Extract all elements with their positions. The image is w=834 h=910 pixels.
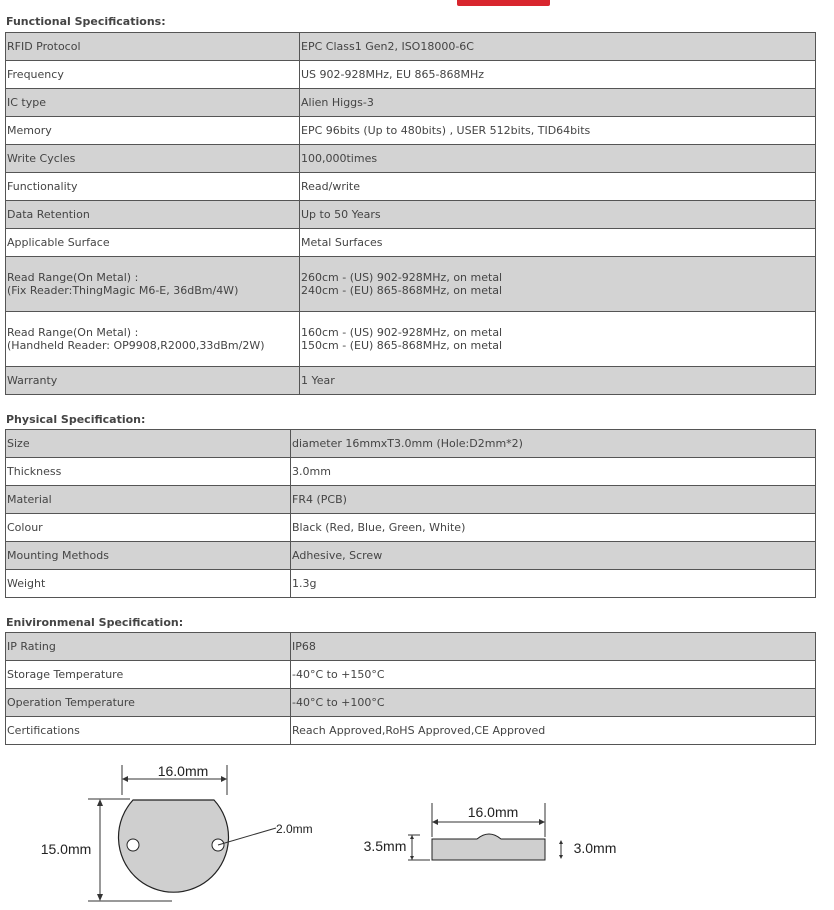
front-height-label: 15.0mm — [40, 841, 92, 857]
spec-label: Warranty — [6, 367, 300, 395]
table-row — [6, 570, 816, 598]
table-row — [6, 33, 816, 61]
spec-value: 1.3g — [291, 570, 816, 598]
side-thickness-label: 3.0mm — [573, 840, 617, 856]
front-view — [41, 763, 313, 901]
spec-label: Functionality — [6, 173, 300, 201]
spec-label: RFID Protocol — [6, 33, 300, 61]
mounting-hole-left — [127, 839, 139, 851]
spec-label: Certifications — [6, 717, 291, 745]
table-row — [6, 430, 816, 458]
spec-value: -40°C to +150°C — [291, 661, 816, 689]
table-row — [6, 201, 816, 229]
spec-value: Adhesive, Screw — [291, 542, 816, 570]
functional-spec-table — [5, 32, 816, 395]
spec-label: Mounting Methods — [6, 542, 291, 570]
table-row — [6, 458, 816, 486]
spec-value-line: 150cm - (EU) 865-868MHz, on metal — [301, 339, 503, 352]
table-row — [6, 117, 816, 145]
spec-value: Alien Higgs-3 — [300, 89, 816, 117]
spec-value-line: 240cm - (EU) 865-868MHz, on metal — [301, 284, 503, 297]
table-row — [6, 89, 816, 117]
spec-label — [6, 257, 300, 312]
table-row — [6, 633, 816, 661]
spec-value: EPC Class1 Gen2, ISO18000-6C — [300, 33, 816, 61]
front-width-label: 16.0mm — [157, 763, 209, 779]
table-row — [6, 61, 816, 89]
table-row — [6, 486, 816, 514]
spec-label: Write Cycles — [6, 145, 300, 173]
top-accent-bar — [457, 0, 550, 6]
spec-label: Memory — [6, 117, 300, 145]
table-row — [6, 257, 816, 312]
table-row — [6, 661, 816, 689]
environmental-spec-table — [5, 632, 816, 745]
spec-label: Frequency — [6, 61, 300, 89]
spec-label: Colour — [6, 514, 291, 542]
tag-dimension-drawing — [0, 755, 834, 910]
table-row — [6, 367, 816, 395]
spec-value: EPC 96bits (Up to 480bits) , USER 512bits, TID64bits — [300, 117, 816, 145]
spec-value-line: 160cm - (US) 902-928MHz, on metal — [301, 326, 503, 339]
physical-spec-title: Physical Specification: — [6, 413, 146, 426]
table-row — [6, 312, 816, 367]
functional-spec-title: Functional Specifications: — [6, 15, 166, 28]
spec-label-line: Read Range(On Metal) : — [7, 271, 139, 284]
spec-label: IP Rating — [6, 633, 291, 661]
side-width-label: 16.0mm — [467, 804, 519, 820]
spec-label-line: (Handheld Reader: OP9908,R2000,33dBm/2W) — [7, 339, 265, 352]
spec-value: Up to 50 Years — [300, 201, 816, 229]
table-row — [6, 514, 816, 542]
spec-label-line: (Fix Reader:ThingMagic M6-E, 36dBm/4W) — [7, 284, 239, 297]
table-row — [6, 542, 816, 570]
table-row — [6, 173, 816, 201]
spec-value: Reach Approved,RoHS Approved,CE Approved — [291, 717, 816, 745]
spec-label: IC type — [6, 89, 300, 117]
spec-label: Size — [6, 430, 291, 458]
spec-label: Storage Temperature — [6, 661, 291, 689]
spec-value: 3.0mm — [291, 458, 816, 486]
spec-label: Operation Temperature — [6, 689, 291, 717]
spec-label: Data Retention — [6, 201, 300, 229]
spec-value: diameter 16mmxT3.0mm (Hole:D2mm*2) — [291, 430, 816, 458]
spec-value: 100,000times — [300, 145, 816, 173]
spec-value: FR4 (PCB) — [291, 486, 816, 514]
spec-value: 1 Year — [300, 367, 816, 395]
side-view — [364, 803, 617, 860]
tag-side-profile — [432, 834, 545, 860]
spec-label — [6, 312, 300, 367]
physical-spec-table — [5, 429, 816, 598]
spec-label: Material — [6, 486, 291, 514]
spec-label: Weight — [6, 570, 291, 598]
spec-label-line: Read Range(On Metal) : — [7, 326, 139, 339]
table-row — [6, 717, 816, 745]
spec-value: US 902-928MHz, EU 865-868MHz — [300, 61, 816, 89]
spec-value: -40°C to +100°C — [291, 689, 816, 717]
hole-diameter-label: 2.0mm — [276, 822, 313, 836]
table-row — [6, 229, 816, 257]
spec-value: IP68 — [291, 633, 816, 661]
spec-label: Applicable Surface — [6, 229, 300, 257]
spec-value-line: 260cm - (US) 902-928MHz, on metal — [301, 271, 503, 284]
table-row — [6, 689, 816, 717]
spec-value: Read/write — [300, 173, 816, 201]
spec-value — [300, 257, 816, 312]
table-row — [6, 145, 816, 173]
side-thickness-max-label: 3.5mm — [363, 838, 407, 854]
spec-label: Thickness — [6, 458, 291, 486]
spec-value: Metal Surfaces — [300, 229, 816, 257]
spec-value: Black (Red, Blue, Green, White) — [291, 514, 816, 542]
spec-value — [300, 312, 816, 367]
environmental-spec-title: Enivironmenal Specification: — [6, 616, 184, 629]
